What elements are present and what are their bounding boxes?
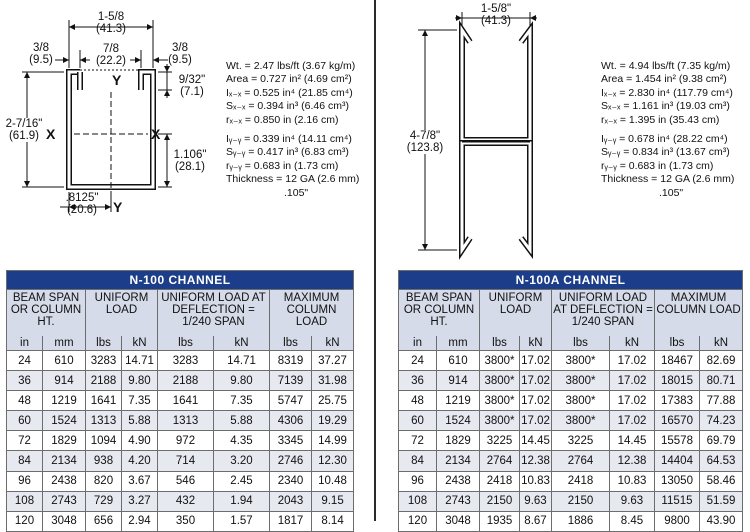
table-cell: 60 [399, 411, 437, 431]
table-cell: 48 [399, 391, 437, 411]
table-cell: 1.94 [214, 491, 270, 511]
unit-kn: kN [520, 336, 552, 351]
table-cell: 9.15 [312, 491, 354, 511]
table-cell: 1219 [437, 391, 480, 411]
table-cell: 14.99 [312, 431, 354, 451]
unit-lbs: lbs [270, 336, 312, 351]
n100-lip-depth-label: 9/32" (7.1) [178, 74, 206, 98]
n100-lip-left-label: 3/8 (9.5) [29, 42, 53, 66]
prop-sxx: Sₓ₋ₓ = 1.161 in³ (19.03 cm³) [601, 100, 730, 113]
table-cell: 37.27 [312, 351, 354, 371]
table-title: N-100A CHANNEL [399, 271, 743, 290]
table-cell: 72 [399, 431, 437, 451]
table-title: N-100 CHANNEL [7, 271, 354, 290]
n100-axis-x-right: X [151, 126, 161, 142]
table-cell: 1829 [43, 431, 86, 451]
table-cell: 3048 [43, 511, 86, 531]
table-cell: 2418 [480, 471, 520, 491]
unit-lbs: lbs [552, 336, 610, 351]
table-cell: 2150 [480, 491, 520, 511]
table-cell: 19.29 [312, 411, 354, 431]
table-cell: 610 [43, 351, 86, 371]
table-cell: 914 [43, 371, 86, 391]
table-cell: 82.69 [700, 351, 743, 371]
table-cell: 84 [399, 451, 437, 471]
table-cell: 14.71 [122, 351, 158, 371]
table-cell: 1313 [158, 411, 214, 431]
header-deflection-load: UNIFORM LOAD AT DEFLECTION = 1/240 SPAN [552, 290, 655, 337]
table-cell: 432 [158, 491, 214, 511]
prop-area: Area = 0.727 in² (4.69 cm²) [226, 73, 352, 86]
table-cell: 36 [7, 371, 43, 391]
table-cell: 17.02 [610, 411, 655, 431]
table-cell: 8319 [270, 351, 312, 371]
table-cell: 8.45 [610, 511, 655, 531]
table-cell: 2150 [552, 491, 610, 511]
table-cell: 14.45 [520, 431, 552, 451]
table-cell: 69.79 [700, 431, 743, 451]
table-cell: 656 [86, 511, 122, 531]
prop-ryy: rᵧ₋ᵧ = 0.683 in (1.73 cm) [226, 159, 339, 172]
n100-axis-x-left: X [46, 126, 56, 142]
table-cell: 14404 [655, 451, 700, 471]
table-cell: 3800* [480, 411, 520, 431]
table-cell: 2.45 [214, 471, 270, 491]
table-cell: 9.80 [214, 371, 270, 391]
table-cell: 3800* [480, 351, 520, 371]
table-cell: 10.83 [520, 471, 552, 491]
n100-centroid-label: 1.106" (28.1) [173, 149, 207, 173]
table-cell: 3283 [86, 351, 122, 371]
prop-ixx: Iₓ₋ₓ = 2.830 in⁴ (117.79 cm⁴) [601, 86, 733, 99]
table-cell: 610 [437, 351, 480, 371]
table-row [7, 471, 354, 491]
prop-thickness-in: .105" [284, 186, 309, 199]
table-cell: 3800* [552, 391, 610, 411]
table-cell: 74.23 [700, 411, 743, 431]
header-span: BEAM SPAN OR COLUMN HT. [399, 290, 480, 337]
table-cell: 2188 [158, 371, 214, 391]
table-cell: 4.35 [214, 431, 270, 451]
n100a-height-label: 4-7/8" (123.8) [400, 130, 450, 154]
table-cell: 14.71 [214, 351, 270, 371]
unit-mm: mm [437, 336, 480, 351]
table-cell: 2764 [480, 451, 520, 471]
n100-table-body [7, 351, 354, 532]
table-row [7, 451, 354, 471]
table-row [7, 391, 354, 411]
table-cell: 1817 [270, 511, 312, 531]
unit-lbs: lbs [655, 336, 700, 351]
prop-rxx: rₓ₋ₓ = 0.850 in (2.16 cm) [226, 113, 339, 126]
prop-iyy: Iᵧ₋ᵧ = 0.678 in⁴ (28.22 cm⁴) [601, 133, 728, 146]
table-cell: 3800* [552, 351, 610, 371]
unit-lbs: lbs [480, 336, 520, 351]
table-cell: 9.80 [122, 371, 158, 391]
table-cell: 10.83 [610, 471, 655, 491]
table-cell: 4.20 [122, 451, 158, 471]
table-cell: 9.63 [520, 491, 552, 511]
table-cell: 3800* [480, 391, 520, 411]
table-cell: 108 [7, 491, 43, 511]
table-row [399, 431, 743, 451]
table-cell: 24 [399, 351, 437, 371]
table-cell: 5.88 [214, 411, 270, 431]
table-cell: 714 [158, 451, 214, 471]
prop-syy: Sᵧ₋ᵧ = 0.417 in³ (6.83 cm³) [226, 146, 349, 159]
unit-kn: kN [122, 336, 158, 351]
table-cell: 11515 [655, 491, 700, 511]
table-cell: 5747 [270, 391, 312, 411]
prop-weight: Wt. = 4.94 lbs/ft (7.35 kg/m) [601, 60, 731, 72]
header-span: BEAM SPAN OR COLUMN HT. [7, 290, 86, 337]
table-cell: 3225 [480, 431, 520, 451]
unit-mm: mm [43, 336, 86, 351]
table-cell: 914 [437, 371, 480, 391]
table-cell: 8.14 [312, 511, 354, 531]
table-cell: 1641 [158, 391, 214, 411]
table-cell: 120 [7, 511, 43, 531]
table-cell: 60 [7, 411, 43, 431]
table-cell: 2340 [270, 471, 312, 491]
table-cell: 3.67 [122, 471, 158, 491]
table-cell: 9800 [655, 511, 700, 531]
unit-kn: kN [214, 336, 270, 351]
table-cell: 84 [7, 451, 43, 471]
table-cell: 1935 [480, 511, 520, 531]
table-cell: 1219 [43, 391, 86, 411]
table-cell: 96 [399, 471, 437, 491]
table-cell: 2764 [552, 451, 610, 471]
n100a-properties [601, 60, 734, 200]
table-cell: 1313 [86, 411, 122, 431]
table-cell: 18467 [655, 351, 700, 371]
header-column-load: MAXIMUM COLUMN LOAD [655, 290, 743, 337]
prop-thickness: Thickness = 12 GA (2.6 mm) [601, 173, 735, 186]
table-row [7, 491, 354, 511]
prop-iyy: Iᵧ₋ᵧ = 0.339 in⁴ (14.11 cm⁴) [226, 133, 352, 146]
table-cell: 5.88 [122, 411, 158, 431]
table-cell: 17.02 [520, 411, 552, 431]
table-cell: 1829 [437, 431, 480, 451]
table-cell: 3.27 [122, 491, 158, 511]
unit-kn: kN [610, 336, 655, 351]
table-cell: 729 [86, 491, 122, 511]
table-row [399, 371, 743, 391]
unit-in: in [7, 336, 43, 351]
table-cell: 17.02 [610, 391, 655, 411]
table-cell: 96 [7, 471, 43, 491]
n100-opening-label: 7/8 (22.2) [95, 43, 127, 67]
table-cell: 1094 [86, 431, 122, 451]
table-cell: 4306 [270, 411, 312, 431]
table-row [7, 371, 354, 391]
table-cell: 2134 [43, 451, 86, 471]
prop-ixx: Iₓ₋ₓ = 0.525 in⁴ (21.85 cm⁴) [226, 86, 353, 99]
table-cell: 1.57 [214, 511, 270, 531]
table-cell: 1641 [86, 391, 122, 411]
table-row [399, 391, 743, 411]
table-cell: 17.02 [610, 351, 655, 371]
table-cell: 12.30 [312, 451, 354, 471]
n100-bottom-label: .8125" (20.6) [65, 192, 99, 216]
table-cell: 12.38 [520, 451, 552, 471]
n100a-lower-channel [462, 143, 530, 250]
table-cell: 17.02 [610, 371, 655, 391]
table-cell: 31.98 [312, 371, 354, 391]
table-cell: 25.75 [312, 391, 354, 411]
header-deflection-load: UNIFORM LOAD AT DEFLECTION = 1/240 SPAN [158, 290, 270, 337]
table-cell: 80.71 [700, 371, 743, 391]
unit-kn: kN [700, 336, 743, 351]
prop-syy: Sᵧ₋ᵧ = 0.834 in³ (13.67 cm³) [601, 146, 730, 159]
table-cell: 2043 [270, 491, 312, 511]
table-cell: 16570 [655, 411, 700, 431]
unit-lbs: lbs [86, 336, 122, 351]
table-cell: 2438 [43, 471, 86, 491]
table-cell: 13050 [655, 471, 700, 491]
table-row [7, 351, 354, 371]
table-cell: 72 [7, 431, 43, 451]
table-cell: 77.88 [700, 391, 743, 411]
table-cell: 43.90 [700, 511, 743, 531]
table-cell: 12.38 [610, 451, 655, 471]
table-row [399, 451, 743, 471]
n100-width-label: 1-5/8 (41.3) [95, 11, 127, 35]
table-cell: 17.02 [520, 391, 552, 411]
table-cell: 8.67 [520, 511, 552, 531]
table-cell: 1524 [437, 411, 480, 431]
table-row [7, 431, 354, 451]
table-cell: 17.02 [520, 371, 552, 391]
table-cell: 3800* [552, 411, 610, 431]
unit-kn: kN [312, 336, 354, 351]
table-cell: 3283 [158, 351, 214, 371]
header-uniform-load: UNIFORM LOAD [480, 290, 552, 337]
table-cell: 2188 [86, 371, 122, 391]
prop-rxx: rₓ₋ₓ = 1.395 in (35.43 cm) [601, 113, 720, 126]
n100a-width-label: 1-5/8" (41.3) [480, 3, 512, 27]
table-cell: 24 [7, 351, 43, 371]
prop-thickness-in: .105" [659, 186, 684, 199]
prop-area: Area = 1.454 in² (9.38 cm²) [601, 73, 727, 86]
n100-load-table [6, 270, 354, 532]
header-uniform-load: UNIFORM LOAD [86, 290, 158, 337]
n100-height-label: 2-7/16" (61.9) [2, 118, 46, 142]
table-cell: 7.35 [214, 391, 270, 411]
table-cell: 3048 [437, 511, 480, 531]
table-cell: 17383 [655, 391, 700, 411]
table-cell: 2743 [43, 491, 86, 511]
unit-in: in [399, 336, 437, 351]
table-cell: 972 [158, 431, 214, 451]
table-cell: 120 [399, 511, 437, 531]
n100-axis-y-bottom: Y [113, 199, 123, 215]
table-cell: 48 [7, 391, 43, 411]
table-cell: 2746 [270, 451, 312, 471]
table-cell: 3.20 [214, 451, 270, 471]
table-cell: 18015 [655, 371, 700, 391]
table-cell: 64.53 [700, 451, 743, 471]
table-cell: 3800* [480, 371, 520, 391]
table-cell: 938 [86, 451, 122, 471]
table-row [7, 411, 354, 431]
table-cell: 10.48 [312, 471, 354, 491]
table-cell: 9.63 [610, 491, 655, 511]
table-cell: 7.35 [122, 391, 158, 411]
table-cell: 4.90 [122, 431, 158, 451]
table-row [399, 511, 743, 531]
table-row [7, 511, 354, 531]
table-cell: 51.59 [700, 491, 743, 511]
unit-lbs: lbs [158, 336, 214, 351]
table-cell: 3225 [552, 431, 610, 451]
prop-weight: Wt. = 2.47 lbs/ft (3.67 kg/m) [226, 60, 356, 72]
table-cell: 350 [158, 511, 214, 531]
table-row [399, 351, 743, 371]
table-cell: 14.45 [610, 431, 655, 451]
table-cell: 2.94 [122, 511, 158, 531]
table-cell: 2438 [437, 471, 480, 491]
table-cell: 2134 [437, 451, 480, 471]
header-column-load: MAXIMUM COLUMN LOAD [270, 290, 354, 337]
table-row [399, 491, 743, 511]
table-cell: 7139 [270, 371, 312, 391]
n100a-load-table [398, 270, 743, 532]
table-row [399, 411, 743, 431]
n100a-upper-channel [462, 30, 530, 140]
n100a-table-body [399, 351, 743, 532]
prop-thickness: Thickness = 12 GA (2.6 mm) [226, 173, 360, 186]
prop-ryy: rᵧ₋ᵧ = 0.683 in (1.73 cm) [601, 159, 714, 172]
n100-lip-right-label: 3/8 (9.5) [168, 42, 192, 66]
table-cell: 36 [399, 371, 437, 391]
table-cell: 3800* [552, 371, 610, 391]
table-cell: 3345 [270, 431, 312, 451]
table-cell: 15578 [655, 431, 700, 451]
table-cell: 820 [86, 471, 122, 491]
table-cell: 1886 [552, 511, 610, 531]
n100-axis-y-top: Y [112, 72, 122, 88]
table-cell: 108 [399, 491, 437, 511]
table-cell: 546 [158, 471, 214, 491]
table-cell: 2743 [437, 491, 480, 511]
table-cell: 17.02 [520, 351, 552, 371]
table-cell: 1524 [43, 411, 86, 431]
table-cell: 58.46 [700, 471, 743, 491]
prop-sxx: Sₓ₋ₓ = 0.394 in³ (6.46 cm³) [226, 100, 350, 113]
table-cell: 2418 [552, 471, 610, 491]
table-row [399, 471, 743, 491]
